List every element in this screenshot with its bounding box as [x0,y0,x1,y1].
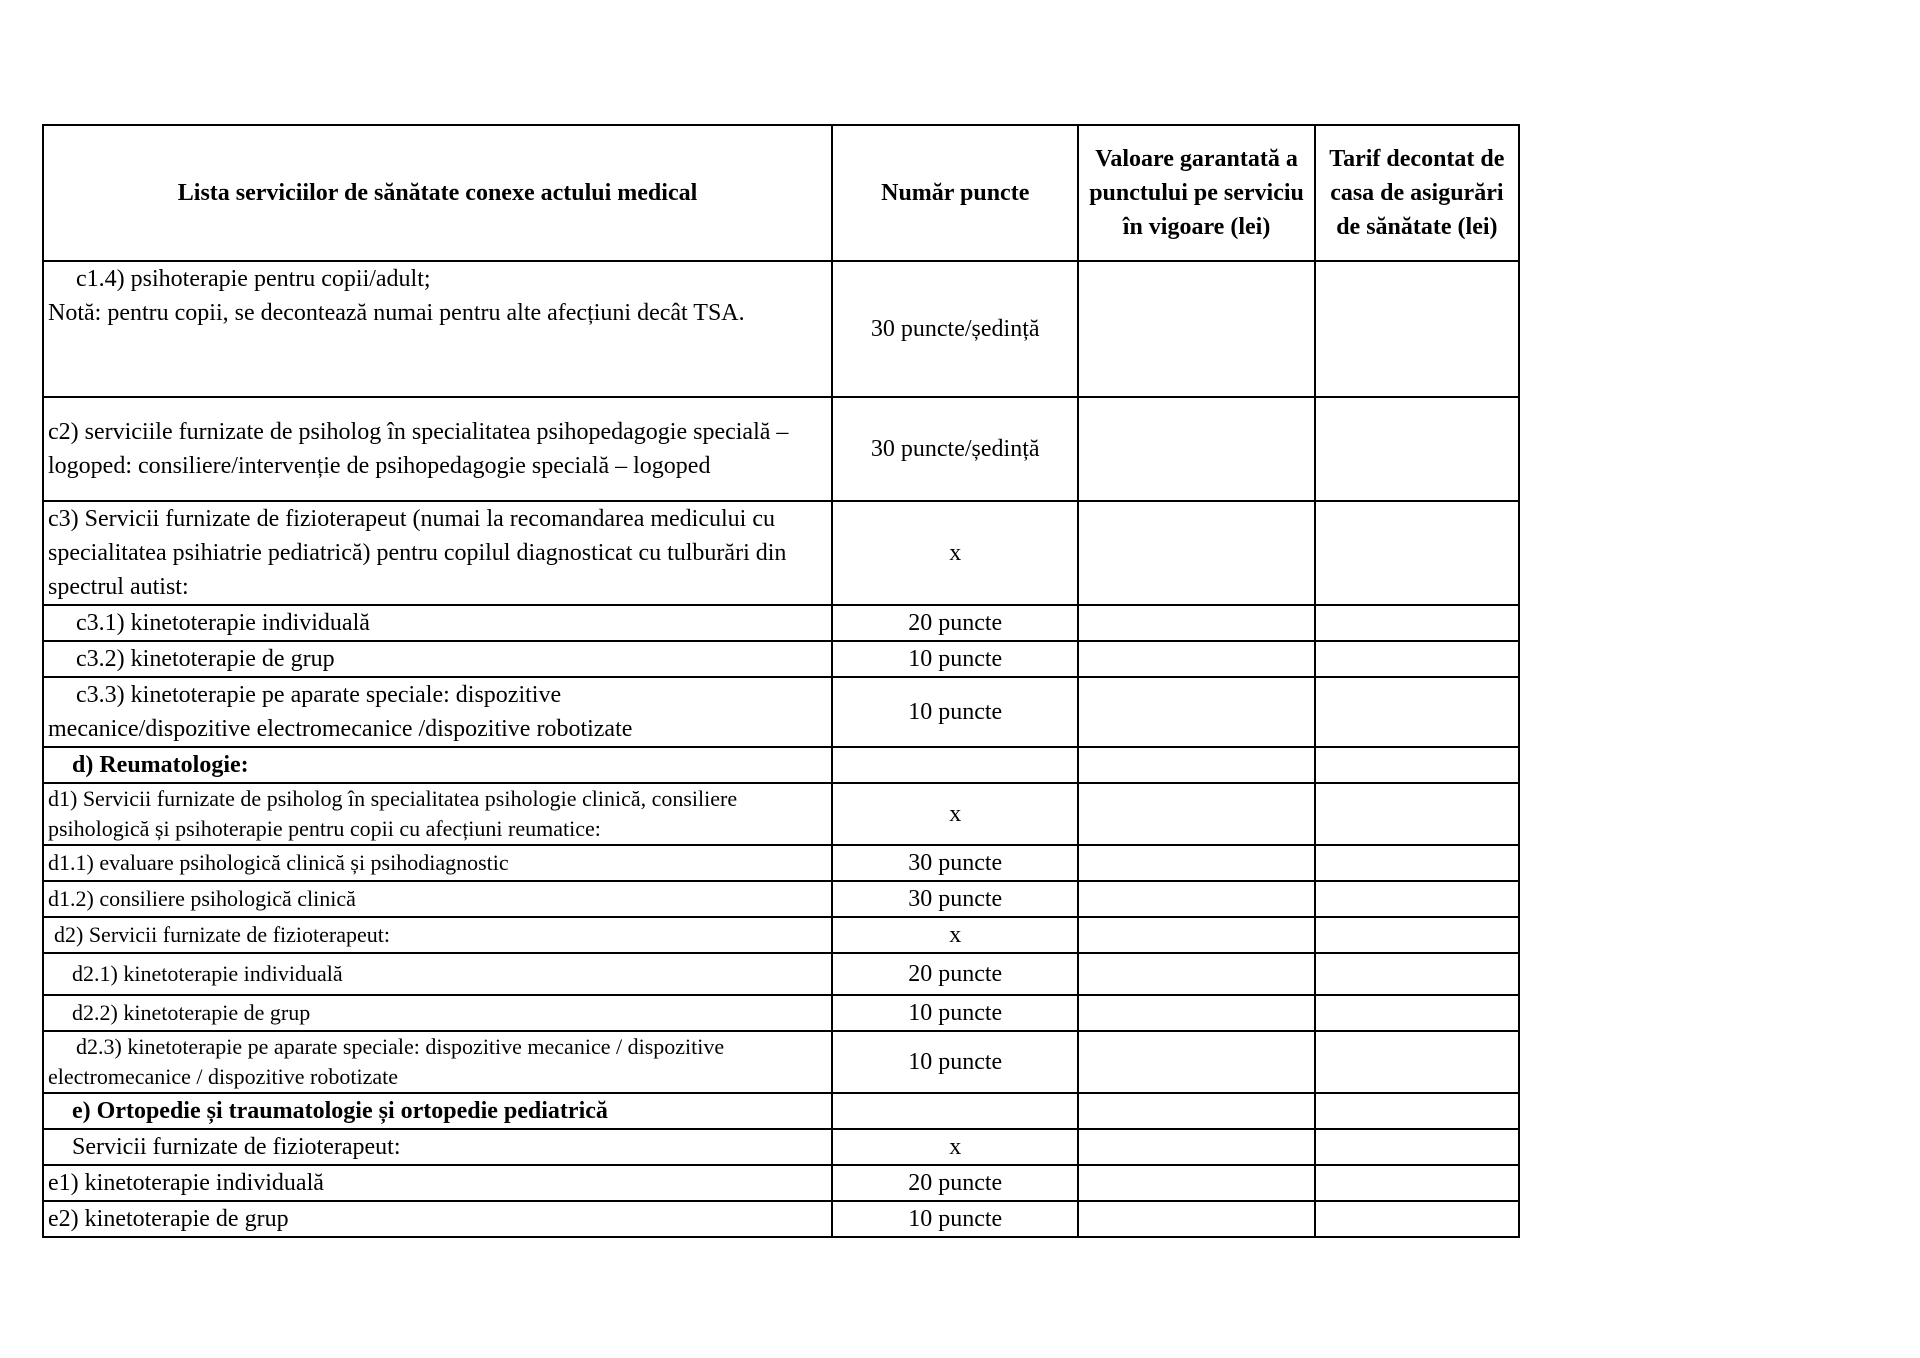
row-value-cell [1078,783,1314,845]
row-description: c3.1) kinetoterapie individuală [43,605,832,641]
row-description: e1) kinetoterapie individuală [43,1165,832,1201]
row-value-cell [1078,261,1314,397]
section-heading: e) Ortopedie și traumatologie și ortopedie pediatrică [43,1093,832,1129]
row-description-line: d1) Servicii furnizate de psiholog în specialitatea psihologie clinică, consiliere psihologică și psihoterapie pentru copii cu afecțiuni reumatice: [48,786,738,841]
table-row [43,1031,1519,1093]
row-description: d2.2) kinetoterapie de grup [43,995,832,1031]
row-points: x [832,501,1078,605]
row-value-cell [1078,677,1314,747]
row-tariff-cell [1315,1129,1519,1165]
row-value-cell [1078,397,1314,501]
row-value-cell [1078,953,1314,995]
section-row [43,747,1519,783]
row-points: 20 puncte [832,953,1078,995]
table-row [43,783,1519,845]
section-row [43,1093,1519,1129]
row-points: 30 puncte/ședință [832,261,1078,397]
row-points: x [832,1129,1078,1165]
header-description: Lista serviciilor de sănătate conexe actului medical [43,125,832,261]
row-tariff-cell [1315,747,1519,783]
row-points: 20 puncte [832,1165,1078,1201]
row-tariff-cell [1315,605,1519,641]
row-tariff-cell [1315,1201,1519,1237]
table-row [43,677,1519,747]
row-tariff-cell [1315,953,1519,995]
row-description-line: d2.3) kinetoterapie pe aparate speciale: dispozitive mecanice / dispozitive [76,1034,725,1059]
row-points: x [832,917,1078,953]
table-row [43,397,1519,501]
row-points: 10 puncte [832,1201,1078,1237]
row-description [43,261,832,397]
row-description [43,397,832,501]
row-points: 30 puncte [832,845,1078,881]
row-description: c3.2) kinetoterapie de grup [43,641,832,677]
row-description: d2) Servicii furnizate de fizioterapeut: [43,917,832,953]
table-row [43,995,1519,1031]
row-value-cell [1078,1165,1314,1201]
table-row [43,261,1519,397]
row-value-cell [1078,917,1314,953]
row-description [43,783,832,845]
row-tariff-cell [1315,845,1519,881]
header-value: Valoare garantată a punctului pe serviciu în vigoare (lei) [1078,125,1314,261]
row-value-cell [1078,1031,1314,1093]
row-description [43,501,832,605]
row-tariff-cell [1315,783,1519,845]
row-tariff-cell [1315,641,1519,677]
row-description-line: c3.3) kinetoterapie pe aparate speciale: dispozitive [76,682,562,708]
table-row [43,845,1519,881]
row-description: d1.2) consiliere psihologică clinică [43,881,832,917]
row-description-line: c3) Servicii furnizate de fizioterapeut (numai la recomandarea medicului cu specialitatea psihiatrie pediatrică) pentru copilul diagnosticat cu tulburări din spectrul autist: [48,506,787,600]
row-tariff-cell [1315,677,1519,747]
table-row [43,501,1519,605]
table-row [43,1129,1519,1165]
services-table [42,124,1520,1238]
table-row [43,881,1519,917]
row-tariff-cell [1315,261,1519,397]
table-row [43,1165,1519,1201]
row-tariff-cell [1315,501,1519,605]
table-row [43,917,1519,953]
row-points [832,747,1078,783]
row-points: 10 puncte [832,641,1078,677]
row-description [43,677,832,747]
header-points: Număr puncte [832,125,1078,261]
section-heading: d) Reumatologie: [43,747,832,783]
header-row [43,125,1519,261]
row-value-cell [1078,747,1314,783]
row-description: Servicii furnizate de fizioterapeut: [43,1129,832,1165]
header-tariff: Tarif decontat de casa de asigurări de sănătate (lei) [1315,125,1519,261]
row-points: 30 puncte/ședință [832,397,1078,501]
row-points [832,1093,1078,1129]
table-row [43,641,1519,677]
row-tariff-cell [1315,1165,1519,1201]
row-value-cell [1078,995,1314,1031]
row-tariff-cell [1315,1031,1519,1093]
row-points: x [832,783,1078,845]
row-value-cell [1078,641,1314,677]
table-row [43,1201,1519,1237]
row-value-cell [1078,605,1314,641]
row-value-cell [1078,501,1314,605]
row-points: 10 puncte [832,1031,1078,1093]
row-description: e2) kinetoterapie de grup [43,1201,832,1237]
row-points: 20 puncte [832,605,1078,641]
row-description-line: electromecanice / dispozitive robotizate [48,1064,399,1089]
row-tariff-cell [1315,397,1519,501]
table-row [43,953,1519,995]
row-value-cell [1078,1093,1314,1129]
table-row [43,605,1519,641]
row-value-cell [1078,881,1314,917]
row-tariff-cell [1315,881,1519,917]
row-description [43,1031,832,1093]
row-value-cell [1078,845,1314,881]
row-tariff-cell [1315,917,1519,953]
row-description-line: Notă: pentru copii, se decontează numai pentru alte afecțiuni decât TSA. [48,300,745,326]
row-description-line: c2) serviciile furnizate de psiholog în specialitatea psihopedagogie specială – logoped: consiliere/intervenție de psihopedagogie specială – logoped [48,419,789,479]
row-value-cell [1078,1201,1314,1237]
row-value-cell [1078,1129,1314,1165]
row-tariff-cell [1315,1093,1519,1129]
row-points: 10 puncte [832,995,1078,1031]
row-points: 30 puncte [832,881,1078,917]
row-description: d1.1) evaluare psihologică clinică și psihodiagnostic [43,845,832,881]
row-points: 10 puncte [832,677,1078,747]
row-tariff-cell [1315,995,1519,1031]
row-description: d2.1) kinetoterapie individuală [43,953,832,995]
row-description-line: mecanice/dispozitive electromecanice /dispozitive robotizate [48,716,633,742]
row-description-line: c1.4) psihoterapie pentru copii/adult; [76,266,431,292]
